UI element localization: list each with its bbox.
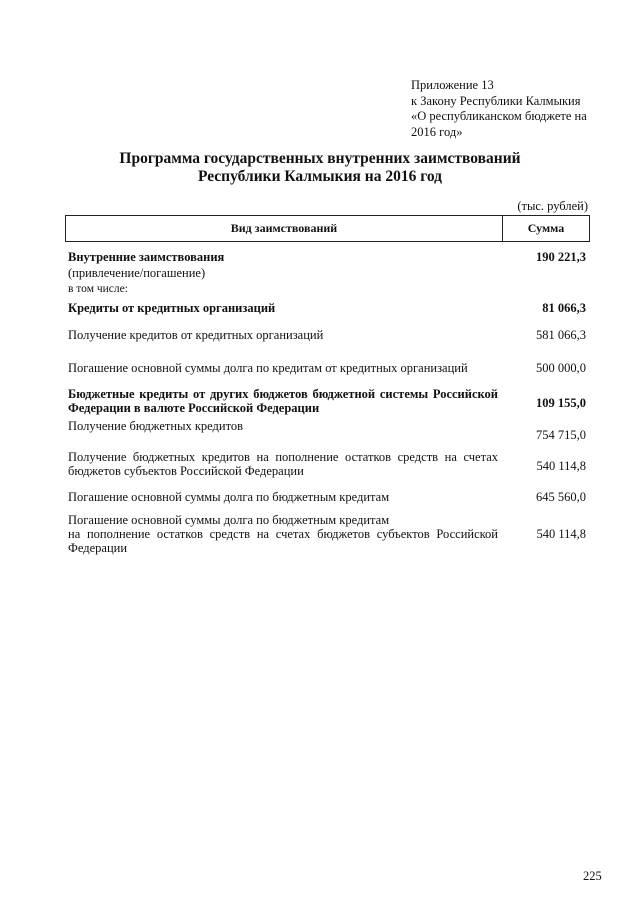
row-amount: 190 221,3 xyxy=(536,250,586,264)
row-name: Внутренние заимствования xyxy=(68,250,225,264)
row-name: Погашение основной суммы долга по кредитам от кредитных организаций xyxy=(68,361,468,375)
row-name: Кредиты от кредитных организаций xyxy=(68,301,276,315)
annex-line: Приложение 13 xyxy=(411,78,494,92)
row-name: Бюджетные кредиты от других бюджетов бюджетной системы Российской Федерации в валюте Российской Федерации xyxy=(68,387,498,415)
row-amount: 581 066,3 xyxy=(536,328,586,342)
row-name: (привлечение/погашение) xyxy=(68,266,206,280)
annex-line: «О республиканском бюджете на xyxy=(411,109,587,123)
row-amount: 540 114,8 xyxy=(536,527,586,541)
row-amount: 500 000,0 xyxy=(536,361,586,375)
row-name xyxy=(68,513,498,555)
annex-reference xyxy=(411,78,611,140)
row-name-line: на пополнение остатков средств на счетах бюджетов субъектов Российской Федерации xyxy=(68,527,498,555)
row-amount: 540 114,8 xyxy=(536,459,586,473)
document-title xyxy=(60,150,580,186)
row-name: Получение бюджетных кредитов на пополнение остатков средств на счетах бюджетов субъектов Российской Федерации xyxy=(68,450,498,478)
row-name: в том числе: xyxy=(68,283,128,295)
row-name: Получение кредитов от кредитных организаций xyxy=(68,328,324,342)
table-header xyxy=(65,215,590,242)
row-amount: 109 155,0 xyxy=(536,396,586,410)
row-amount: 754 715,0 xyxy=(536,428,586,442)
row-name: Погашение основной суммы долга по бюджетным кредитам xyxy=(68,490,390,504)
title-line: Республики Калмыкия на 2016 год xyxy=(197,168,443,185)
column-header-sum: Сумма xyxy=(527,221,565,235)
row-name: Получение бюджетных кредитов xyxy=(68,419,244,433)
annex-line: 2016 год» xyxy=(411,124,463,139)
annex-line: к Закону Республики Калмыкия xyxy=(411,93,581,108)
row-name-line: Погашение основной суммы долга по бюджетным кредитам xyxy=(68,513,390,527)
page-number: 225 xyxy=(583,869,602,883)
title-line: Программа государственных внутренних заимствований xyxy=(119,150,521,167)
row-amount: 81 066,3 xyxy=(542,301,586,315)
column-header-type: Вид заимствований xyxy=(66,216,503,241)
row-amount: 645 560,0 xyxy=(536,490,586,504)
units-note: (тыс. рублей) xyxy=(517,199,588,213)
